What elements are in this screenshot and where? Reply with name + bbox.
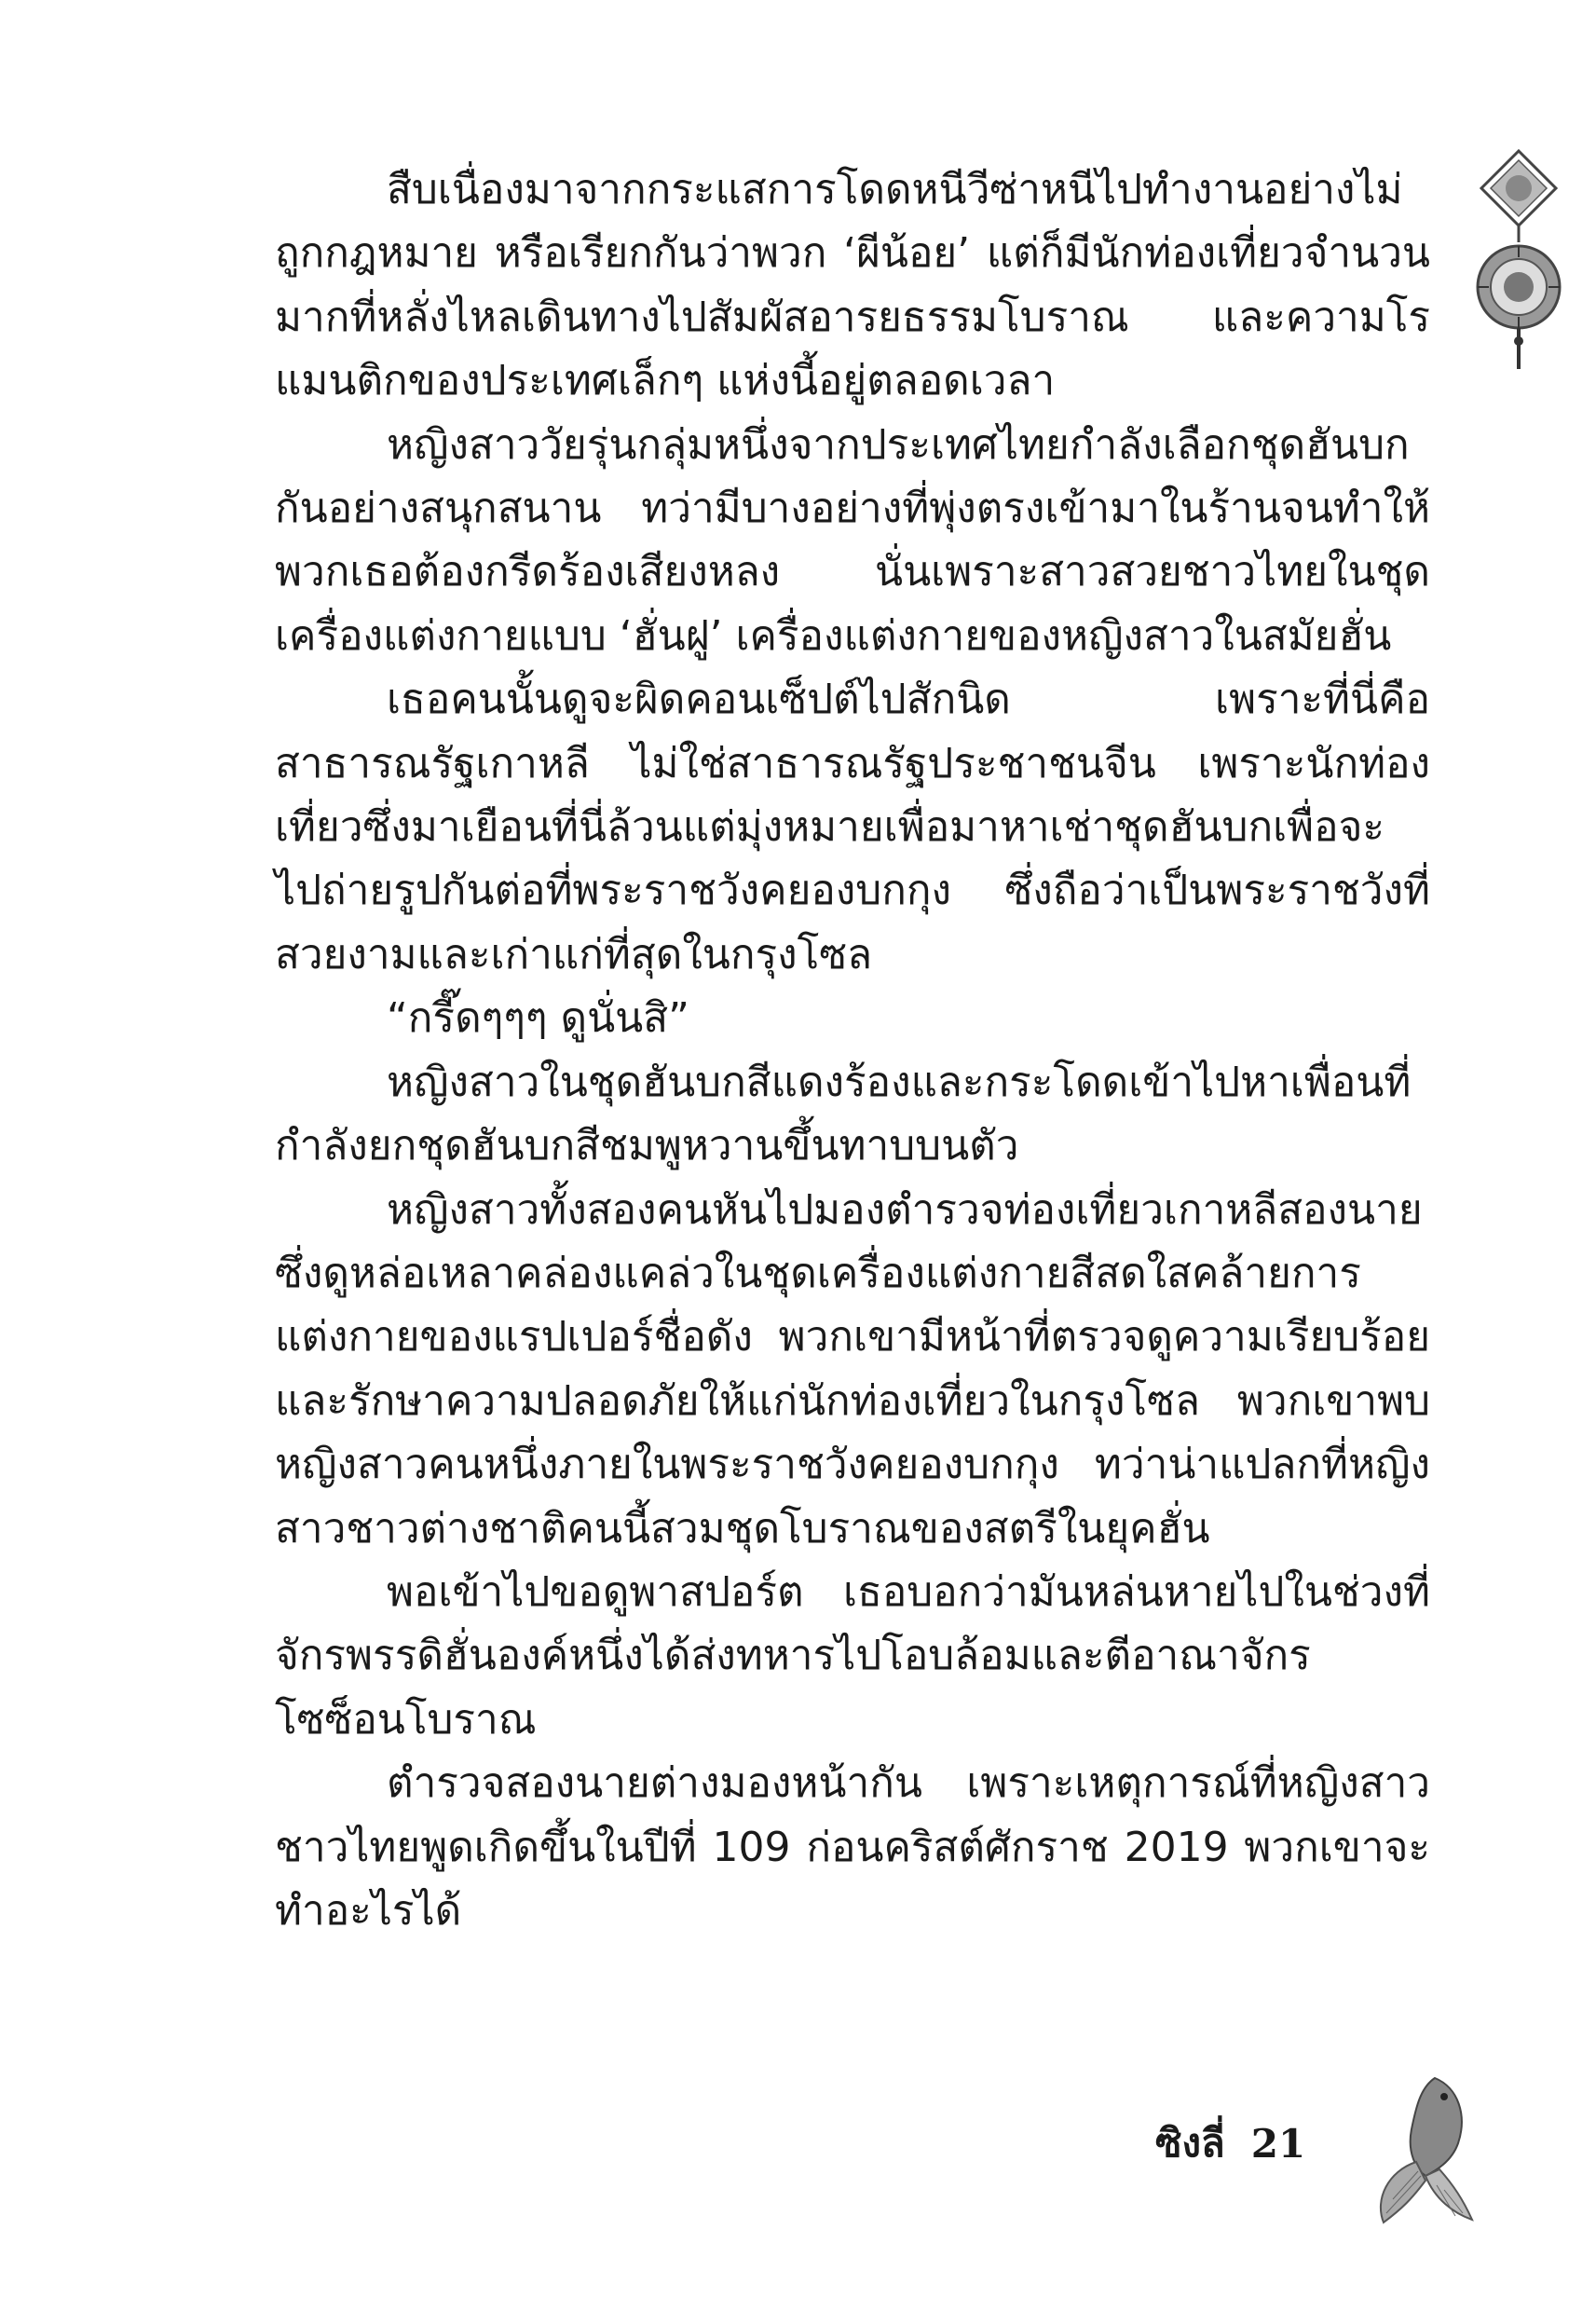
paragraph: สืบเนื่องมาจากกระแสการโดดหนีวีซ่าหนีไปทำงานอย่างไม่ถูกกฎหมาย หรือเรียกกันว่าพวก ‘ผีน้อย’ แต่ก็มีนักท่องเที่ยวจำนวนมากที่หลั่งไหลเดินทางไปสัมผัสอารยธรรมโบราณ และความโรแมนติกของประเทศเล็กๆ แห่งนี้อยู่ตลอดเวลา [275, 166, 1430, 405]
running-title: ซิงลี่ [1155, 2120, 1225, 2166]
betta-fish-icon [1370, 2059, 1481, 2227]
paragraph: หญิงสาวทั้งสองคนหันไปมองตำรวจท่องเที่ยวเกาหลีสองนายซึ่งดูหล่อเหลาคล่องแคล่วในชุดเครื่องแต่งกายสีสดใสคล้ายการแต่งกายของแรปเปอร์ชื่อดัง พวกเขามีหน้าที่ตรวจดูความเรียบร้อยและรักษาความปลอดภัยให้แก่นักท่องเที่ยวในกรุงโซล พวกเขาพบหญิงสาวคนหนึ่งภายในพระราชวังคยองบกกุง ทว่าน่าแปลกที่หญิงสาวชาวต่างชาติคนนี้สวมชุดโบราณของสตรีในยุคฮั่น [275, 1185, 1430, 1552]
page-footer [1155, 2106, 1379, 2181]
paragraph: “กรี๊ดๆๆๆ ดูนั่นสิ” [387, 994, 689, 1043]
paragraph: หญิงสาวในชุดฮันบกสีแดงร้องและกระโดดเข้าไปหาเพื่อนที่กำลังยกชุดฮันบกสีชมพูหวานขึ้นทาบบนตัว [275, 1058, 1412, 1170]
paragraph: เธอคนนั้นดูจะผิดคอนเซ็ปต์ไปสักนิด เพราะที่นี่คือสาธารณรัฐเกาหลี ไม่ใช่สาธารณรัฐประชาชนจีน เพราะนักท่องเที่ยวซึ่งมาเยือนที่นี่ล้วนแต่มุ่งหมายเพื่อมาหาเช่าชุดฮันบกเพื่อจะไปถ่ายรูปกันต่อที่พระราชวังคยองบกกุง ซึ่งถือว่าเป็นพระราชวังที่สวยงามและเก่าแก่ที่สุดในกรุงโซล [275, 676, 1430, 978]
page-number: 21 [1250, 2120, 1306, 2167]
ornamental-knot-emblem-icon [1472, 149, 1565, 373]
paragraph: พอเข้าไปขอดูพาสปอร์ต เธอบอกว่ามันหล่นหายไปในช่วงที่จักรพรรดิฮั่นองค์หนึ่งได้ส่งทหารไปโอบล้อมและตีอาณาจักรโซซ็อนโบราณ [275, 1567, 1430, 1744]
body-text [275, 158, 1430, 1943]
paragraph: หญิงสาววัยรุ่นกลุ่มหนึ่งจากประเทศไทยกำลังเลือกชุดฮันบกกันอย่างสนุกสนาน ทว่ามีบางอย่างที่พุ่งตรงเข้ามาในร้านจนทำให้พวกเธอต้องกรีดร้องเสียงหลง นั่นเพราะสาวสวยชาวไทยในชุดเครื่องแต่งกายแบบ ‘ฮั่นฝู’ เครื่องแต่งกายของหญิงสาวในสมัยฮั่น [275, 420, 1430, 660]
paragraph: ตำรวจสองนายต่างมองหน้ากัน เพราะเหตุการณ์ที่หญิงสาวชาวไทยพูดเกิดขึ้นในปีที่ 109 ก่อนคริสต์ศักราช 2019 พวกเขาจะทำอะไรได้ [275, 1759, 1430, 1935]
